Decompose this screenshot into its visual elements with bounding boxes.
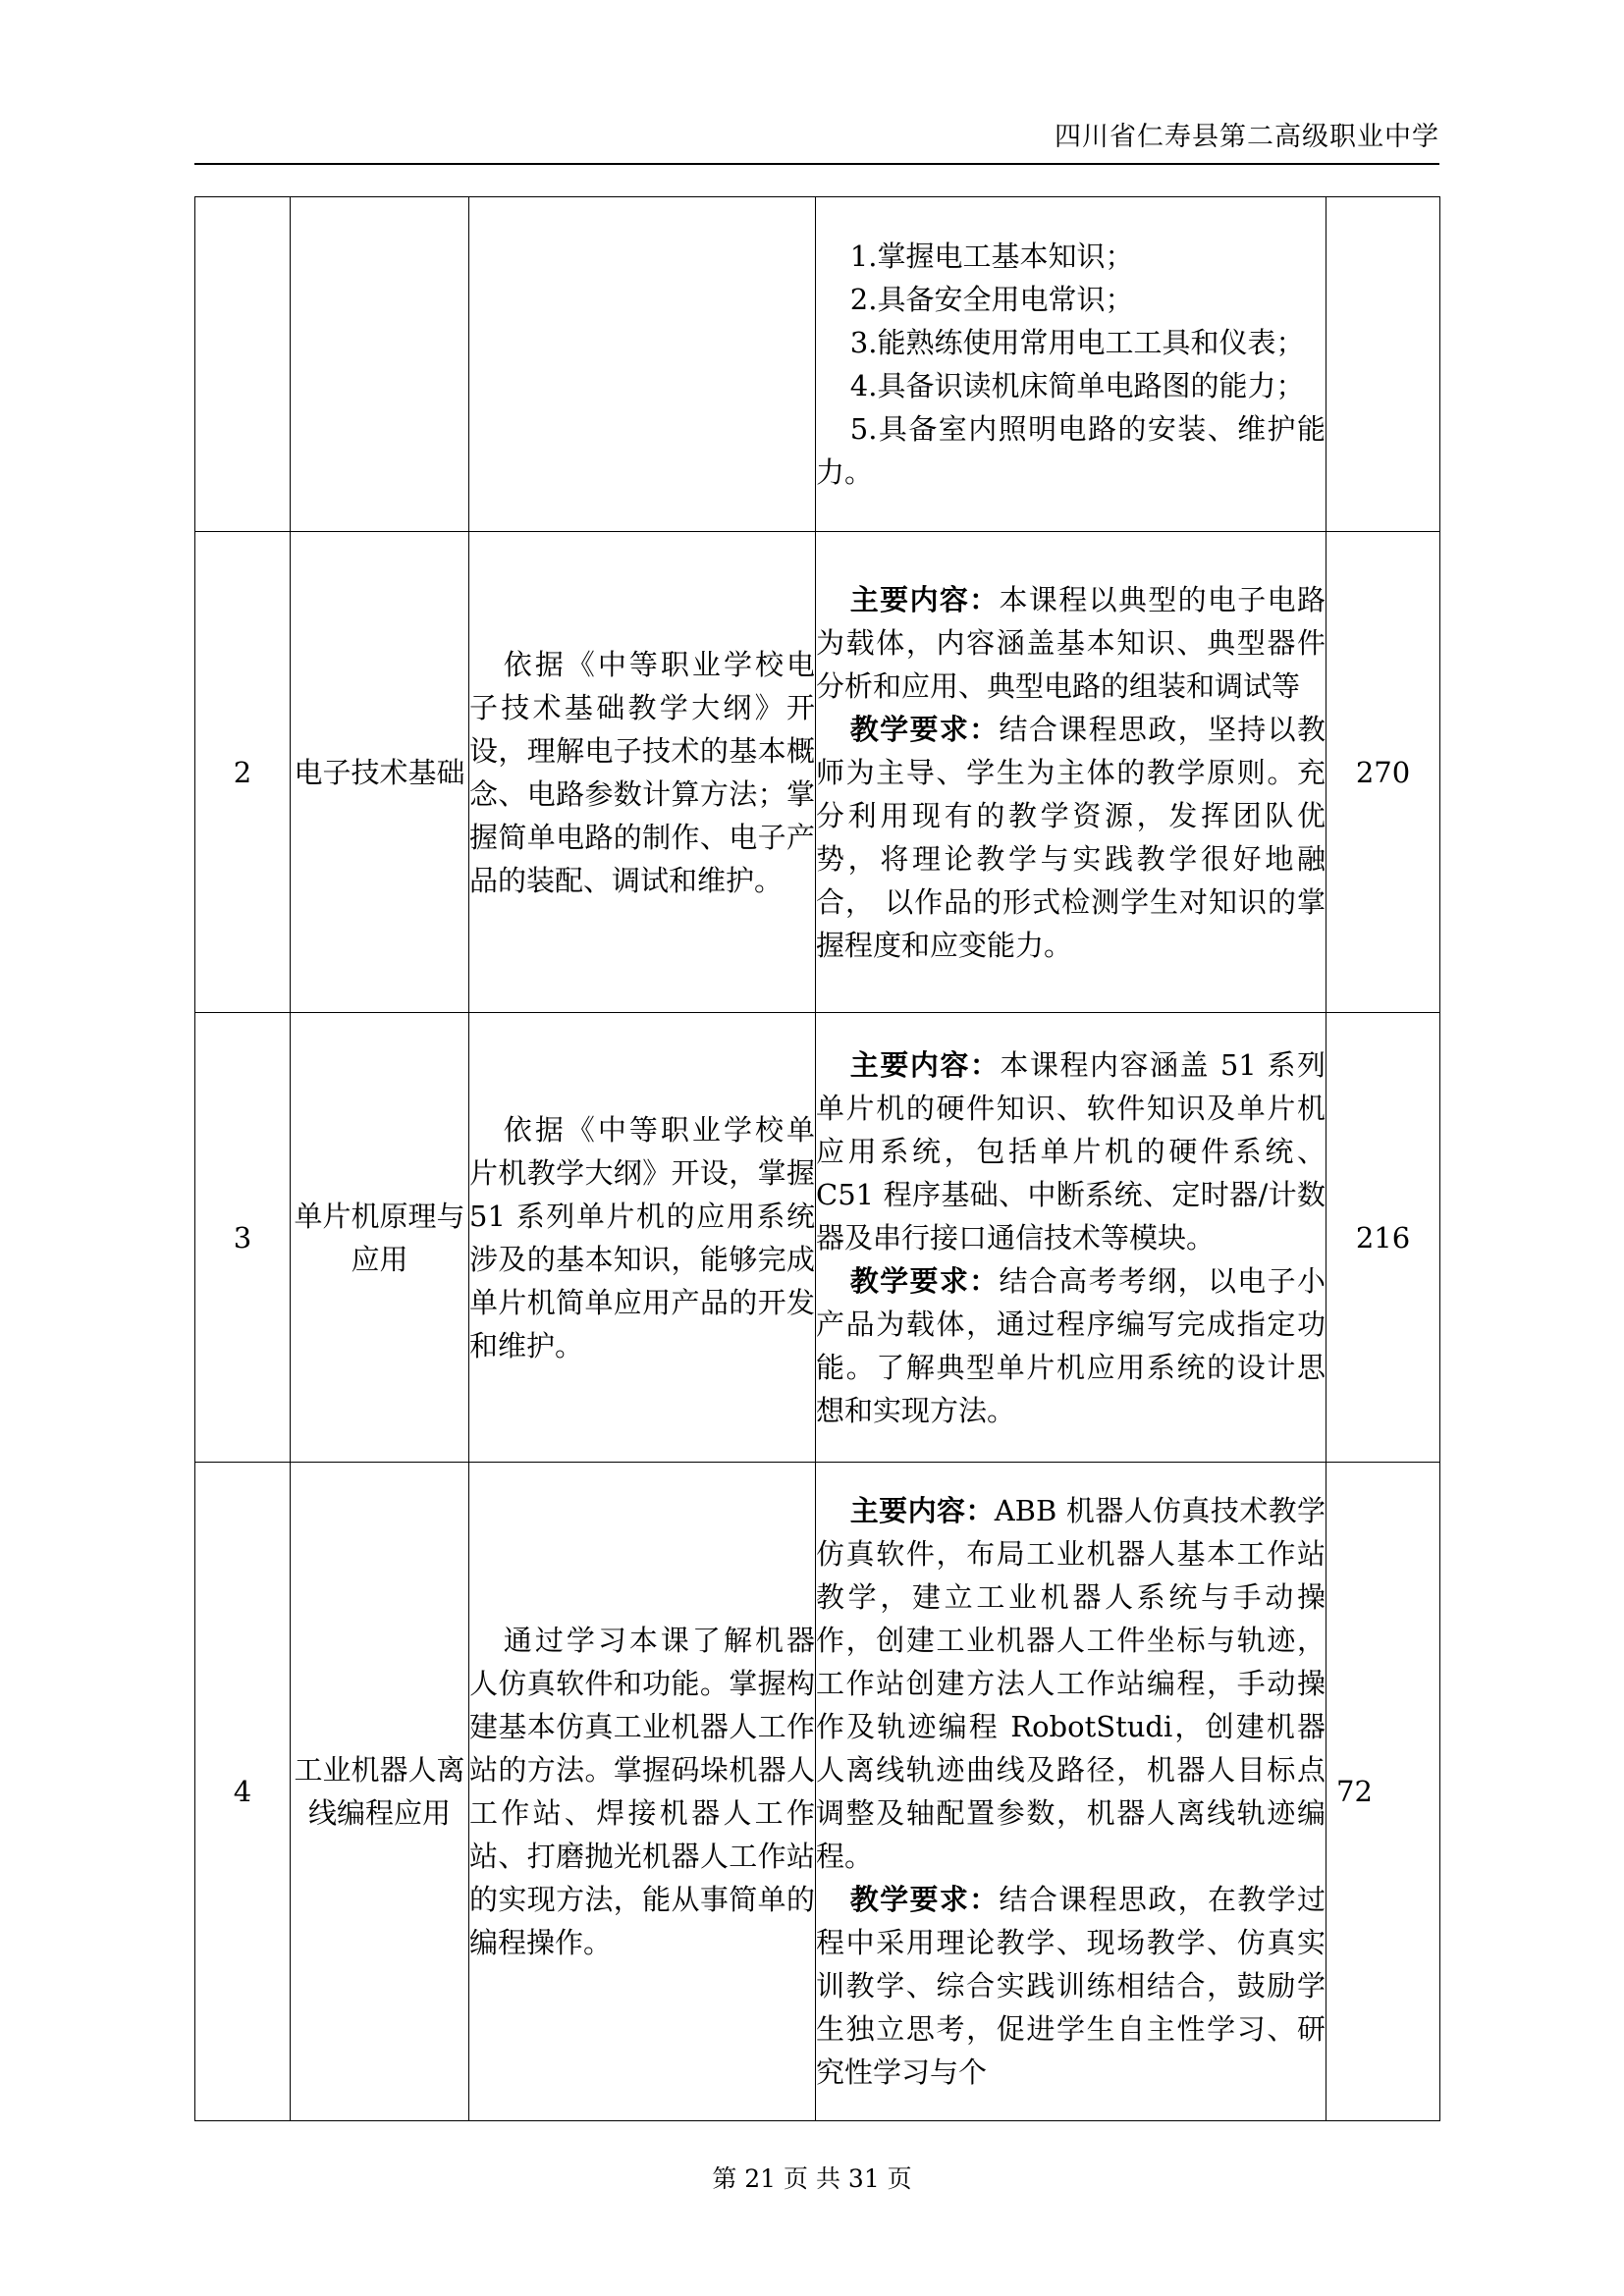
course-hours: 270 [1326,532,1440,1013]
content-paragraph: 教学要求：结合课程思政，坚持以教师为主导、学生为主体的教学原则。充分利用现有的教学资源，发挥团队优势，将理论教学与实践教学很好地融合， 以作品的形式检测学生对知识的掌握程度和应变能力。 [816,712,1326,962]
course-description: 依据《中等职业学校电子技术基础教学大纲》开设，理解电子技术的基本概念、电路参数计算方法；掌握简单电路的制作、电子产品的装配、调试和维护。 [469,532,816,1013]
content-paragraph: 主要内容：本课程以典型的电子电路为载体，内容涵盖基本知识、典型器件分析和应用、典型电路的组装和调试等 [816,582,1326,703]
course-content [816,1013,1326,1463]
course-content [816,532,1326,1013]
row-index: 3 [195,1013,291,1463]
course-name: 单片机原理与应用 [291,1013,469,1463]
course-description: 依据《中等职业学校单片机教学大纲》开设，掌握 51 系列单片机的应用系统涉及的基本知识，能够完成单片机简单应用产品的开发和维护。 [469,1013,816,1463]
content-paragraph: 教学要求：结合高考考纲，以电子小产品为载体，通过程序编写完成指定功能。了解典型单片机应用系统的设计思想和实现方法。 [816,1263,1326,1427]
content-paragraph: 3.能熟练使用常用电工工具和仪表； [849,326,1305,359]
content-label: 主要内容： [849,1494,995,1527]
content-label: 主要内容： [849,1047,1001,1082]
row-index: 4 [195,1463,291,2121]
table-row [195,1013,1440,1463]
course-name [291,197,469,532]
course-hours [1326,197,1440,532]
header-divider [194,163,1439,165]
content-paragraph: 4.具备识读机床简单电路图的能力； [849,369,1305,402]
header-school-name: 四川省仁寿县第二高级职业中学 [1055,122,1439,152]
course-name: 电子技术基础 [291,532,469,1013]
course-hours: 72 [1326,1463,1440,2121]
course-description: 通过学习本课了解机器人仿真软件和功能。掌握构建基本仿真工业机器人工作站的方法。掌握码垛机器人工作站、焊接机器人工作站、打磨抛光机器人工作站的实现方法，能从事简单的编程操作。 [469,1463,816,2121]
requirement-label: 教学要求： [849,1263,1000,1298]
row-index: 2 [195,532,291,1013]
course-table [194,196,1440,2121]
table-row [195,532,1440,1013]
page-number: 第 21 页 共 31 页 [712,2164,912,2193]
requirement-label: 教学要求： [849,1883,1000,1916]
content-label: 主要内容： [849,582,1000,616]
row-index [195,197,291,532]
content-paragraph: 主要内容：本课程内容涵盖 51 系列单片机的硬件知识、软件知识及单片机应用系统，包括单片机的硬件系统、C51 程序基础、中断系统、定时器/计数器及串行接口通信技术等模块。 [816,1047,1326,1255]
course-hours: 216 [1326,1013,1440,1463]
content-paragraph: 主要内容：ABB 机器人仿真技术教学仿真软件，布局工业机器人基本工作站教学，建立工业机器人系统与手动操作，创建工业机器人工件坐标与轨迹，工作站创建方法人工作站编程，手动操作及轨迹编程 RobotStudi，创建机器人离线轨迹曲线及路径，机器人目标点调整及轴配置参数，机器人离线轨迹编程。 [816,1494,1326,1873]
content-paragraph: 教学要求：结合课程思政，在教学过程中采用理论教学、现场教学、仿真实训教学、综合实践训练相结合，鼓励学生独立思考，促进学生自主性学习、研究性学习与个 [816,1883,1326,2089]
course-content [816,197,1326,532]
table-row [195,197,1440,532]
content-paragraph: 1.掌握电工基本知识； [849,240,1134,273]
content-paragraph: 5.具备室内照明电路的安装、维护能力。 [816,412,1326,489]
requirement-label: 教学要求： [849,712,1000,746]
table-row [195,1463,1440,2121]
course-content [816,1463,1326,2121]
content-paragraph: 2.具备安全用电常识； [849,283,1134,316]
course-description [469,197,816,532]
course-name: 工业机器人离线编程应用 [291,1463,469,2121]
